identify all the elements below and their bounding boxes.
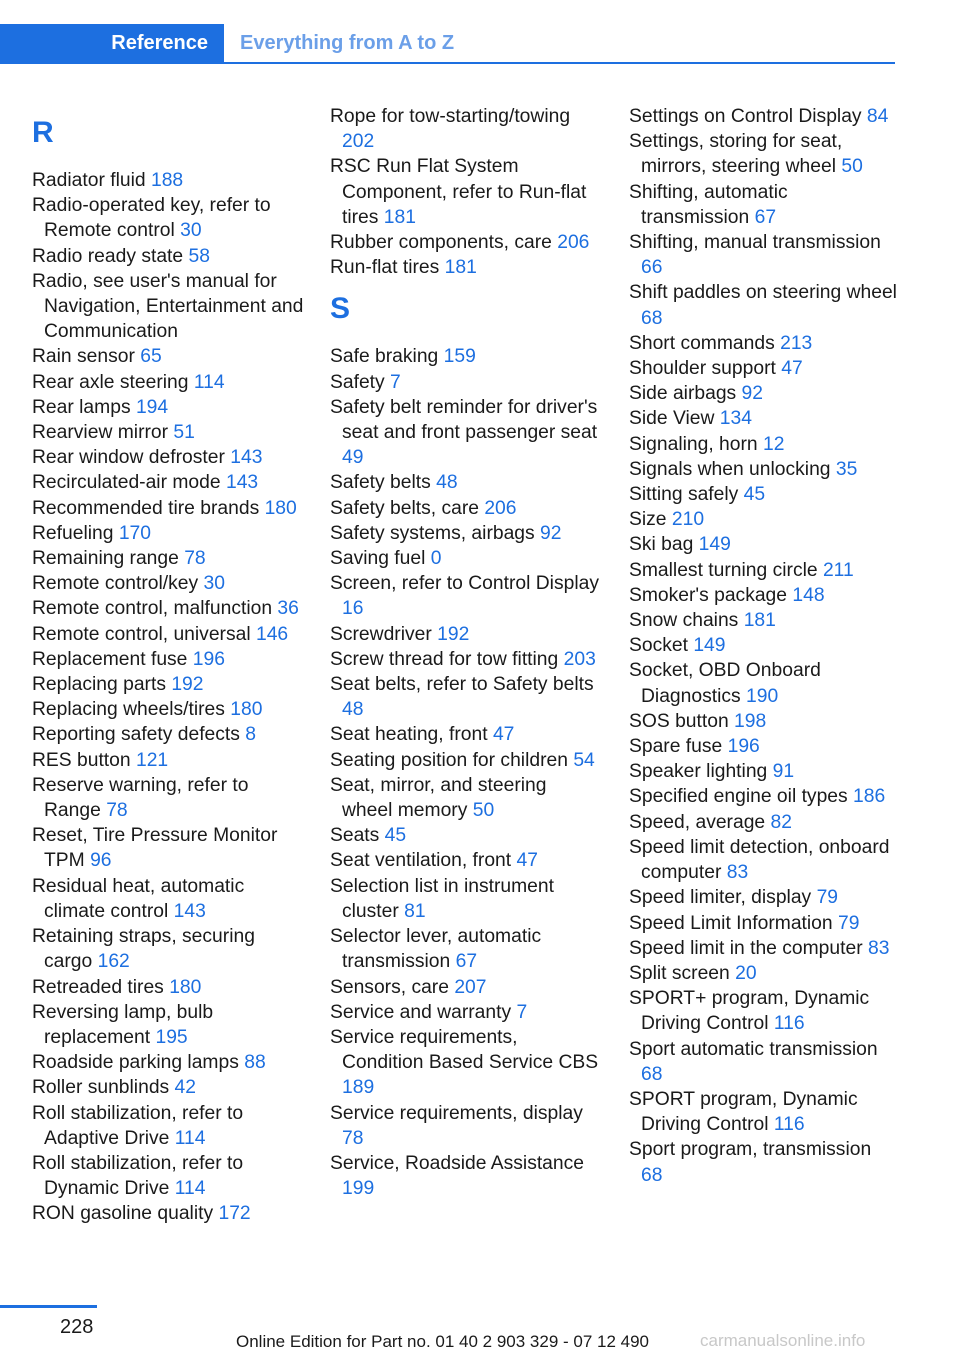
page-link[interactable]: 202 bbox=[342, 131, 375, 153]
page-link[interactable]: 188 bbox=[150, 170, 184, 191]
index-entry bbox=[330, 521, 602, 546]
index-term: Sport automatic transmission bbox=[629, 1038, 878, 1060]
index-term: Saving fuel bbox=[330, 548, 431, 570]
page-link[interactable]: 36 bbox=[277, 598, 299, 620]
page-link[interactable]: 78 bbox=[184, 548, 206, 570]
index-entry bbox=[32, 647, 304, 672]
index-entry bbox=[32, 244, 304, 269]
index-entry bbox=[330, 230, 602, 255]
page-link[interactable]: 96 bbox=[90, 850, 112, 872]
index-entry bbox=[629, 1087, 897, 1137]
index-term: Specified engine oil types bbox=[629, 786, 854, 808]
index-term: Run-flat tires bbox=[330, 257, 445, 279]
page-link[interactable]: 45 bbox=[743, 484, 766, 506]
page-link[interactable]: 143 bbox=[225, 472, 259, 494]
index-term: Screwdriver bbox=[330, 623, 438, 645]
index-entry bbox=[32, 596, 304, 621]
index-term: Shifting, manual transmission bbox=[629, 232, 881, 254]
page-link[interactable]: 54 bbox=[573, 749, 595, 771]
page-link[interactable]: 78 bbox=[106, 800, 128, 822]
index-entry bbox=[32, 874, 304, 924]
index-entry bbox=[629, 1137, 897, 1187]
index-term: Roadside parking lamps bbox=[32, 1052, 245, 1074]
index-entry bbox=[629, 381, 897, 406]
page-link[interactable]: 50 bbox=[841, 156, 863, 178]
index-entry bbox=[330, 622, 602, 647]
page-link[interactable]: 47 bbox=[781, 358, 803, 380]
index-term: Retaining straps, securing cargo bbox=[32, 926, 255, 973]
index-term: Replacing wheels/tires bbox=[32, 699, 231, 721]
index-term: Reversing lamp, bulb replacement bbox=[32, 1001, 214, 1048]
index-term: Service requirements, display bbox=[330, 1102, 583, 1124]
index-term: SPORT program, Dynamic Driving Control bbox=[629, 1088, 858, 1136]
index-entry bbox=[629, 104, 897, 129]
index-column-1 bbox=[32, 104, 304, 1227]
page-link[interactable]: 45 bbox=[384, 825, 407, 847]
index-entry bbox=[330, 154, 602, 230]
index-term: Ski bag bbox=[629, 534, 699, 556]
page-link[interactable]: 180 bbox=[230, 699, 263, 721]
index-entry bbox=[629, 734, 897, 759]
index-entry bbox=[330, 748, 602, 773]
index-term: Service requirements, Condition Based Service CBS bbox=[330, 1026, 599, 1074]
page-link[interactable]: 49 bbox=[342, 447, 364, 469]
index-entry bbox=[629, 558, 897, 583]
page-link[interactable]: 213 bbox=[780, 332, 813, 354]
page-link[interactable]: 181 bbox=[444, 257, 477, 279]
page-link[interactable]: 180 bbox=[169, 976, 202, 998]
index-term: Rear axle steering bbox=[32, 371, 194, 393]
index-term: Rearview mirror bbox=[32, 422, 174, 444]
index-term: Socket bbox=[629, 635, 694, 657]
index-term: Roll stabilization, refer to Adaptive Drive bbox=[32, 1102, 244, 1149]
page-link[interactable]: 79 bbox=[816, 887, 839, 909]
index-term: Rain sensor bbox=[32, 346, 141, 368]
section-tab: Reference bbox=[0, 24, 224, 62]
page-link[interactable]: 181 bbox=[743, 610, 776, 632]
page-link[interactable]: 162 bbox=[97, 951, 130, 973]
index-term: Safety belts, care bbox=[330, 497, 485, 519]
index-term: Retreaded tires bbox=[32, 976, 170, 998]
index-entry bbox=[629, 709, 897, 734]
page-link[interactable]: 206 bbox=[557, 232, 590, 254]
index-term: Seat heating, front bbox=[330, 724, 493, 746]
index-entry bbox=[32, 546, 304, 571]
index-entry bbox=[330, 975, 602, 1000]
edition-text: Online Edition for Part no. 01 40 2 903 329 - 07 12 490 bbox=[236, 1332, 650, 1351]
page-link[interactable]: 42 bbox=[174, 1077, 196, 1099]
page-link[interactable]: 16 bbox=[342, 598, 364, 620]
index-entry bbox=[32, 1000, 304, 1050]
page-link[interactable]: 148 bbox=[792, 584, 825, 606]
index-entry bbox=[32, 622, 304, 647]
index-term: Safety belt reminder for driver's seat and front passenger seat bbox=[330, 396, 598, 444]
index-entry bbox=[32, 697, 304, 722]
index-entry bbox=[32, 496, 304, 521]
page-link[interactable]: 195 bbox=[155, 1026, 188, 1048]
index-term: Reporting safety defects bbox=[32, 724, 246, 746]
page-link[interactable]: 114 bbox=[174, 1127, 206, 1149]
index-term: RON gasoline quality bbox=[32, 1203, 219, 1225]
index-entry bbox=[32, 395, 304, 420]
index-term: Radio, see user's manual for Navigation, Entertainment and Communication bbox=[32, 270, 304, 343]
index-term: Shoulder support bbox=[629, 358, 782, 380]
index-term: Reset, Tire Pressure Monitor TPM bbox=[32, 825, 278, 872]
page-link[interactable]: 143 bbox=[230, 447, 263, 469]
page-link[interactable]: 196 bbox=[727, 736, 760, 758]
page-link[interactable]: 12 bbox=[763, 433, 785, 455]
index-entry bbox=[629, 532, 897, 557]
page-link[interactable]: 203 bbox=[563, 648, 596, 670]
page-link[interactable]: 170 bbox=[118, 522, 151, 544]
page-link[interactable]: 91 bbox=[772, 761, 795, 783]
index-term: Settings, storing for seat, mirrors, steering wheel bbox=[629, 131, 843, 178]
index-entry bbox=[32, 445, 304, 470]
index-term: Seat belts, refer to Safety belts bbox=[330, 674, 594, 696]
index-term: Rear lamps bbox=[32, 396, 136, 418]
index-entry bbox=[330, 1151, 602, 1201]
page-link[interactable]: 48 bbox=[436, 472, 458, 494]
index-term: Recommended tire brands bbox=[32, 497, 265, 519]
index-entry bbox=[32, 370, 304, 395]
page-link[interactable]: 134 bbox=[719, 408, 752, 430]
index-column-3 bbox=[629, 104, 897, 1188]
index-entry bbox=[629, 331, 897, 356]
index-term: Snow chains bbox=[629, 610, 744, 632]
page-link[interactable]: 47 bbox=[516, 850, 538, 872]
index-entry bbox=[32, 470, 304, 495]
index-term: Shift paddles on steering wheel bbox=[629, 282, 897, 304]
page-link[interactable]: 7 bbox=[516, 1001, 528, 1023]
index-entry bbox=[629, 986, 897, 1036]
index-entry bbox=[330, 647, 602, 672]
index-term: Replacing parts bbox=[32, 674, 172, 696]
index-entry bbox=[330, 1101, 602, 1151]
index-term: Smallest turning circle bbox=[629, 559, 823, 581]
index-term: Safe braking bbox=[330, 346, 444, 368]
index-term: RSC Run Flat System Component, refer to Run-flat tires bbox=[330, 156, 587, 228]
page-link[interactable]: 35 bbox=[835, 458, 858, 480]
index-entry bbox=[32, 924, 304, 974]
page-link[interactable]: 121 bbox=[135, 749, 169, 771]
index-term: Signaling, horn bbox=[629, 433, 763, 455]
index-entry bbox=[330, 773, 602, 823]
index-term: Seat ventilation, front bbox=[330, 850, 517, 872]
page-link[interactable]: 172 bbox=[218, 1203, 251, 1225]
index-entry bbox=[330, 1000, 602, 1025]
index-entry bbox=[32, 823, 304, 873]
page-link[interactable]: 206 bbox=[484, 497, 517, 519]
index-term: Remaining range bbox=[32, 548, 185, 570]
index-entry bbox=[629, 230, 897, 280]
page-link[interactable]: 92 bbox=[741, 383, 763, 405]
page-link[interactable]: 207 bbox=[454, 976, 487, 998]
index-term: Roller sunblinds bbox=[32, 1077, 175, 1099]
index-entry bbox=[629, 356, 897, 381]
index-entry bbox=[330, 823, 602, 848]
index-entry bbox=[629, 608, 897, 633]
index-entry bbox=[629, 457, 897, 482]
index-entry bbox=[32, 193, 304, 243]
index-term: Rear window defroster bbox=[32, 447, 231, 469]
index-letter-heading: R bbox=[32, 116, 54, 149]
index-entry bbox=[629, 280, 897, 330]
index-term: Radio-operated key, refer to Remote control bbox=[32, 195, 271, 242]
page-link[interactable]: 68 bbox=[641, 307, 663, 329]
index-term: Split screen bbox=[629, 962, 736, 984]
page-link[interactable]: 66 bbox=[641, 257, 663, 279]
index-term: Settings on Control Display bbox=[629, 106, 867, 127]
index-term: Residual heat, automatic climate control bbox=[32, 875, 245, 922]
index-term: Seating position for children bbox=[330, 749, 574, 771]
index-entry bbox=[629, 658, 897, 708]
index-term: Safety belts bbox=[330, 472, 437, 494]
index-term: Side airbags bbox=[629, 383, 742, 405]
page-link[interactable]: 68 bbox=[641, 1063, 663, 1085]
page-link[interactable]: 8 bbox=[245, 724, 257, 746]
index-term: Sport program, transmission bbox=[629, 1139, 872, 1161]
index-entry bbox=[330, 104, 602, 154]
index-entry bbox=[629, 482, 897, 507]
page-link[interactable]: 143 bbox=[173, 900, 206, 922]
index-entry bbox=[330, 255, 602, 280]
index-entry bbox=[32, 773, 304, 823]
index-entry bbox=[32, 1201, 304, 1226]
index-term: Rope for tow-starting/towing bbox=[330, 106, 571, 127]
page-link[interactable]: 210 bbox=[671, 509, 705, 531]
index-entry bbox=[629, 129, 897, 179]
index-entry bbox=[629, 936, 897, 961]
index-term: RES button bbox=[32, 749, 136, 771]
page-link[interactable]: 79 bbox=[838, 912, 860, 934]
index-entry bbox=[330, 571, 602, 621]
index-term: Replacement fuse bbox=[32, 648, 193, 670]
index-term: Remote control/key bbox=[32, 573, 204, 595]
index-letter-heading: S bbox=[330, 292, 351, 326]
page-link[interactable]: 84 bbox=[866, 106, 889, 127]
index-term: SOS button bbox=[629, 710, 735, 732]
page-link[interactable]: 88 bbox=[244, 1052, 266, 1074]
index-term: Safety systems, airbags bbox=[330, 522, 541, 544]
index-entry bbox=[629, 180, 897, 230]
index-term: Speed limit in the computer bbox=[629, 937, 868, 959]
page-link[interactable]: 67 bbox=[754, 206, 777, 228]
index-entry bbox=[629, 583, 897, 608]
index-entry bbox=[330, 344, 602, 369]
index-term: Signals when unlocking bbox=[629, 458, 836, 480]
page-link[interactable]: 116 bbox=[773, 1114, 805, 1136]
page-link[interactable]: 192 bbox=[171, 674, 204, 696]
index-entry bbox=[629, 759, 897, 784]
index-term: Speed Limit Information bbox=[629, 912, 838, 934]
index-entry bbox=[330, 722, 602, 747]
index-term: Recirculated-air mode bbox=[32, 472, 226, 494]
index-entry bbox=[32, 722, 304, 747]
index-term: Selection list in instrument cluster bbox=[330, 875, 554, 922]
index-entry bbox=[32, 420, 304, 445]
index-entry bbox=[32, 672, 304, 697]
page-link[interactable]: 116 bbox=[773, 1013, 805, 1035]
page-link[interactable]: 211 bbox=[822, 559, 854, 581]
index-entry bbox=[629, 1037, 897, 1087]
index-entry bbox=[32, 748, 304, 773]
index-term: Shifting, automatic transmission bbox=[629, 181, 788, 228]
index-entry bbox=[629, 961, 897, 986]
index-entry bbox=[330, 395, 602, 471]
page-link[interactable]: 83 bbox=[868, 937, 890, 959]
index-term: Screw thread for tow fitting bbox=[330, 648, 564, 670]
index-term: Socket, OBD Onboard Diagnostics bbox=[629, 660, 821, 707]
page-link[interactable]: 20 bbox=[735, 962, 757, 984]
index-entry bbox=[330, 848, 602, 873]
index-term: Screen, refer to Control Display bbox=[330, 573, 599, 595]
page-link[interactable]: 199 bbox=[342, 1178, 375, 1200]
page-link[interactable]: 149 bbox=[698, 534, 731, 556]
page-link[interactable]: 149 bbox=[693, 635, 726, 657]
page-link[interactable]: 114 bbox=[174, 1178, 206, 1200]
index-term: Rubber components, care bbox=[330, 232, 558, 254]
index-term: Sensors, care bbox=[330, 976, 455, 998]
index-entry bbox=[32, 975, 304, 1000]
index-term: Remote control, universal bbox=[32, 623, 256, 645]
index-term: Reserve warning, refer to Range bbox=[32, 774, 249, 822]
index-term: Speed limit detection, onboard computer bbox=[629, 836, 890, 884]
page-link[interactable]: 7 bbox=[390, 371, 401, 393]
index-term: Speed, average bbox=[629, 811, 771, 833]
index-term: Remote control, malfunction bbox=[32, 598, 278, 620]
index-entry bbox=[32, 1151, 304, 1201]
page-link[interactable]: 0 bbox=[430, 548, 442, 570]
page-link[interactable]: 180 bbox=[264, 497, 297, 519]
page-link[interactable]: 30 bbox=[203, 573, 225, 595]
page-link[interactable]: 48 bbox=[342, 699, 364, 721]
page-link[interactable]: 92 bbox=[540, 522, 562, 544]
index-term: Spare fuse bbox=[629, 736, 728, 758]
index-entry bbox=[629, 885, 897, 910]
index-term: Side View bbox=[629, 408, 720, 430]
page-link[interactable]: 192 bbox=[437, 623, 470, 645]
index-term: Radiator fluid bbox=[32, 170, 151, 191]
index-entry bbox=[330, 470, 602, 495]
page-link[interactable]: 196 bbox=[192, 648, 225, 670]
page-link[interactable]: 47 bbox=[492, 724, 515, 746]
index-entry bbox=[629, 911, 897, 936]
page-link[interactable]: 186 bbox=[853, 786, 886, 808]
index-term: Safety bbox=[330, 371, 391, 393]
index-entry bbox=[629, 406, 897, 431]
index-term: Seat, mirror, and steering wheel memory bbox=[330, 774, 547, 822]
page-link[interactable]: 30 bbox=[180, 220, 202, 242]
index-term: Speed limiter, display bbox=[629, 887, 817, 909]
index-entry bbox=[330, 370, 602, 395]
index-term: Size bbox=[629, 509, 672, 531]
page-link[interactable]: 67 bbox=[455, 951, 478, 973]
index-entry bbox=[32, 521, 304, 546]
page-link[interactable]: 50 bbox=[472, 800, 495, 822]
index-term: Speaker lighting bbox=[629, 761, 773, 783]
index-term: Selector lever, automatic transmission bbox=[330, 926, 542, 973]
index-entry bbox=[629, 835, 897, 885]
index-term: Roll stabilization, refer to Dynamic Drive bbox=[32, 1152, 244, 1200]
subsection-title: Everything from A to Z bbox=[240, 32, 455, 54]
index-entry bbox=[32, 571, 304, 596]
index-entry bbox=[32, 1075, 304, 1100]
page-link[interactable]: 194 bbox=[135, 396, 169, 418]
page-link[interactable]: 114 bbox=[193, 371, 225, 393]
index-entry bbox=[330, 924, 602, 974]
index-term: SPORT+ program, Dynamic Driving Control bbox=[629, 988, 870, 1035]
index-term: Smoker's package bbox=[629, 584, 793, 606]
page-link[interactable]: 181 bbox=[383, 206, 416, 228]
page-link[interactable]: 68 bbox=[641, 1164, 663, 1186]
index-entry bbox=[330, 1025, 602, 1101]
index-entry bbox=[32, 1050, 304, 1075]
page-number: 228 bbox=[60, 1316, 94, 1338]
index-column-2 bbox=[330, 104, 602, 1201]
page-link[interactable]: 65 bbox=[140, 346, 162, 368]
index-term: Service and warranty bbox=[330, 1001, 517, 1023]
index-entry bbox=[629, 810, 897, 835]
index-entry bbox=[629, 784, 897, 809]
index-term: Refueling bbox=[32, 522, 119, 544]
page-link[interactable]: 159 bbox=[443, 346, 476, 368]
index-term: Radio ready state bbox=[32, 245, 189, 267]
page-link[interactable]: 78 bbox=[342, 1127, 364, 1149]
page-link[interactable]: 189 bbox=[342, 1077, 375, 1099]
index-entry bbox=[629, 432, 897, 457]
index-entry bbox=[32, 168, 304, 193]
index-term: Seats bbox=[330, 825, 385, 847]
page-link[interactable]: 82 bbox=[770, 811, 792, 833]
index-entry bbox=[330, 672, 602, 722]
index-entry bbox=[629, 507, 897, 532]
index-entry bbox=[330, 874, 602, 924]
page-link[interactable]: 81 bbox=[404, 900, 426, 922]
index-entry bbox=[32, 269, 304, 345]
index-entry bbox=[32, 1101, 304, 1151]
index-entry bbox=[32, 344, 304, 369]
page-link[interactable]: 146 bbox=[255, 623, 289, 645]
index-term: Short commands bbox=[629, 332, 781, 354]
footer-rule bbox=[0, 1305, 97, 1308]
page-link[interactable]: 51 bbox=[173, 422, 195, 444]
index-entry bbox=[629, 633, 897, 658]
page-link[interactable]: 58 bbox=[188, 245, 210, 267]
watermark: carmanualsonline.info bbox=[700, 1331, 866, 1350]
page-link[interactable]: 198 bbox=[734, 710, 767, 732]
index-entry bbox=[330, 546, 602, 571]
page-link[interactable]: 190 bbox=[746, 685, 779, 707]
page-link[interactable]: 83 bbox=[726, 862, 749, 884]
index-term: Sitting safely bbox=[629, 484, 744, 506]
index-term: Service, Roadside Assistance bbox=[330, 1152, 584, 1174]
index-entry bbox=[330, 496, 602, 521]
